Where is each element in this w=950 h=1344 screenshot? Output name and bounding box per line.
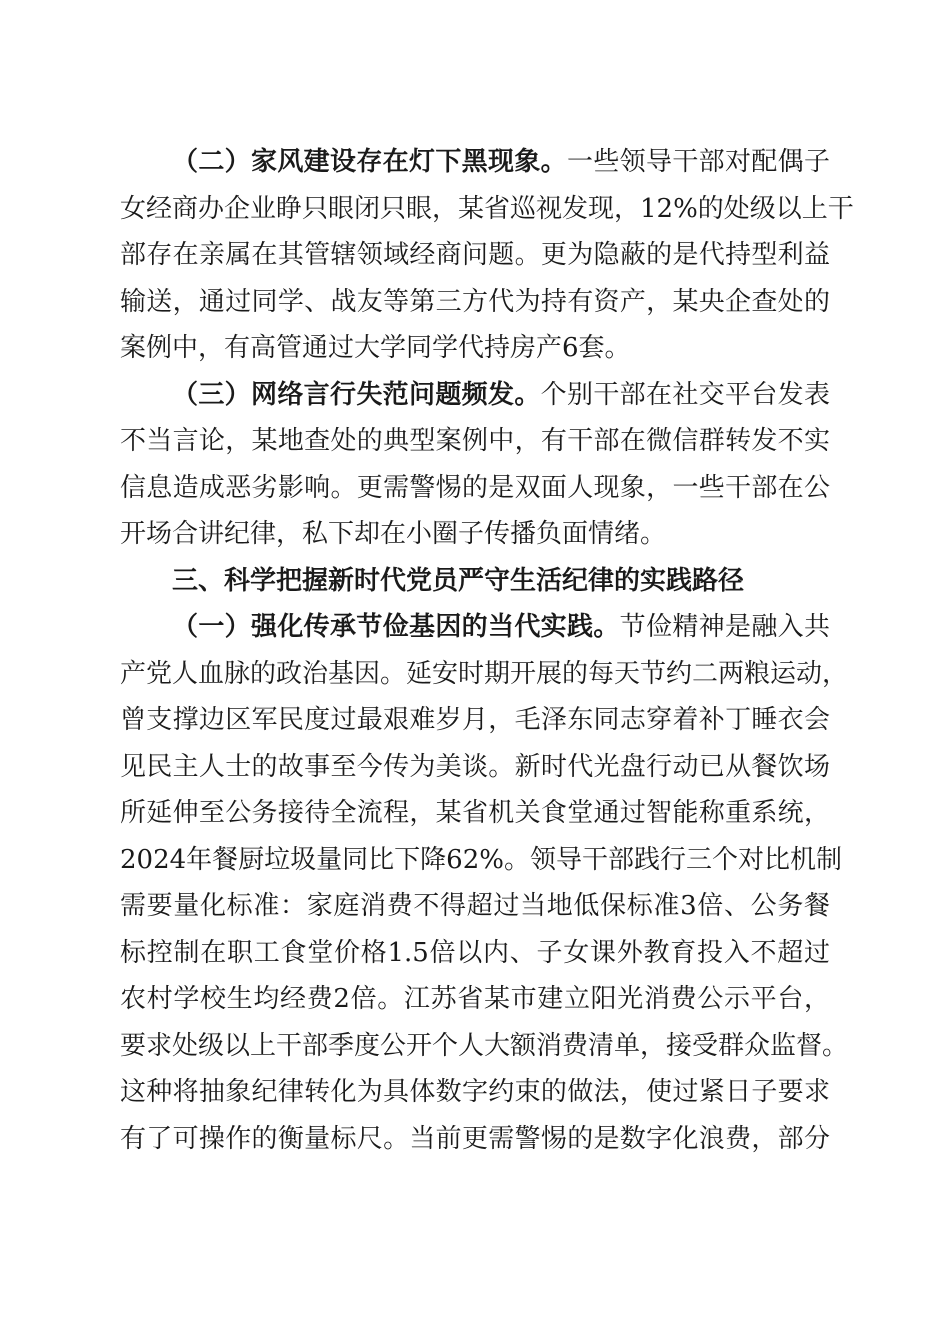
paragraph-3-text: 个别干部在社交平台发表 <box>540 379 830 410</box>
paragraph-3-1-lead: （一）强化传承节俭基因的当代实践。 <box>172 612 620 642</box>
paragraph-3-1-line-11: 这种将抽象纪律转化为具体数字约束的做法，使过紧日子要求 <box>120 1077 830 1107</box>
paragraph-3-1-line-7: 需要量化标准：家庭消费不得超过当地低保标准3倍、公务餐 <box>120 891 830 921</box>
paragraph-3-1-line-6: 2024年餐厨垃圾量同比下降62%。领导干部践行三个对比机制 <box>120 844 842 875</box>
paragraph-3-1-line-12: 有了可操作的衡量标尺。当前更需警惕的是数字化浪费，部分 <box>120 1123 830 1154</box>
paragraph-2-line-5: 案例中，有高管通过大学同学代持房产6套。 <box>120 333 631 363</box>
paragraph-3-1-text: 节俭精神是融入共 <box>619 612 830 642</box>
paragraph-3-1-line-9: 农村学校生均经费2倍。江苏省某市建立阳光消费公示平台， <box>120 984 830 1014</box>
paragraph-3-lead: （三）网络言行失范问题频发。 <box>172 379 541 410</box>
paragraph-3-line-2: 不当言论，某地查处的典型案例中，有干部在微信群转发不实 <box>120 426 830 456</box>
paragraph-2-line-4: 输送，通过同学、战友等第三方代为持有资产，某央企查处的 <box>120 286 830 317</box>
paragraph-2-text: 一些领导干部对配偶子 <box>566 147 830 177</box>
paragraph-2-line-1 <box>120 139 830 186</box>
paragraph-3-line-3: 信息造成恶劣影响。更需警惕的是双面人现象，一些干部在公 <box>120 472 830 503</box>
paragraph-3-line-1 <box>120 372 830 419</box>
paragraph-2-line-2: 女经商办企业睁只眼闭只眼，某省巡视发现，12%的处级以上干 <box>120 193 854 224</box>
paragraph-2-lead: （二）家风建设存在灯下黑现象。 <box>172 147 567 177</box>
paragraph-3-1-line-5: 所延伸至公务接待全流程，某省机关食堂通过智能称重系统， <box>120 798 830 828</box>
paragraph-3-1-line-2: 产党人血脉的政治基因。延安时期开展的每天节约二两粮运动， <box>120 658 849 689</box>
section-heading-3: 三、科学把握新时代党员严守生活纪律的实践路径 <box>172 565 745 596</box>
paragraph-2-line-3: 部存在亲属在其管辖领域经商问题。更为隐蔽的是代持型利益 <box>120 240 830 270</box>
paragraph-3-1-line-10: 要求处级以上干部季度公开个人大额消费清单，接受群众监督。 <box>120 1030 849 1061</box>
paragraph-3-1-line-8: 标控制在职工食堂价格1.5倍以内、子女课外教育投入不超过 <box>120 937 830 968</box>
paragraph-3-1-line-3: 曾支撑边区军民度过最艰难岁月，毛泽东同志穿着补丁睡衣会 <box>120 705 830 735</box>
document-body <box>120 139 854 1162</box>
paragraph-3-1-line-1 <box>120 604 830 651</box>
paragraph-3-1-line-4: 见民主人士的故事至今传为美谈。新时代光盘行动已从餐饮场 <box>120 751 830 782</box>
paragraph-3-line-4: 开场合讲纪律，私下却在小圈子传播负面情绪。 <box>120 519 667 549</box>
